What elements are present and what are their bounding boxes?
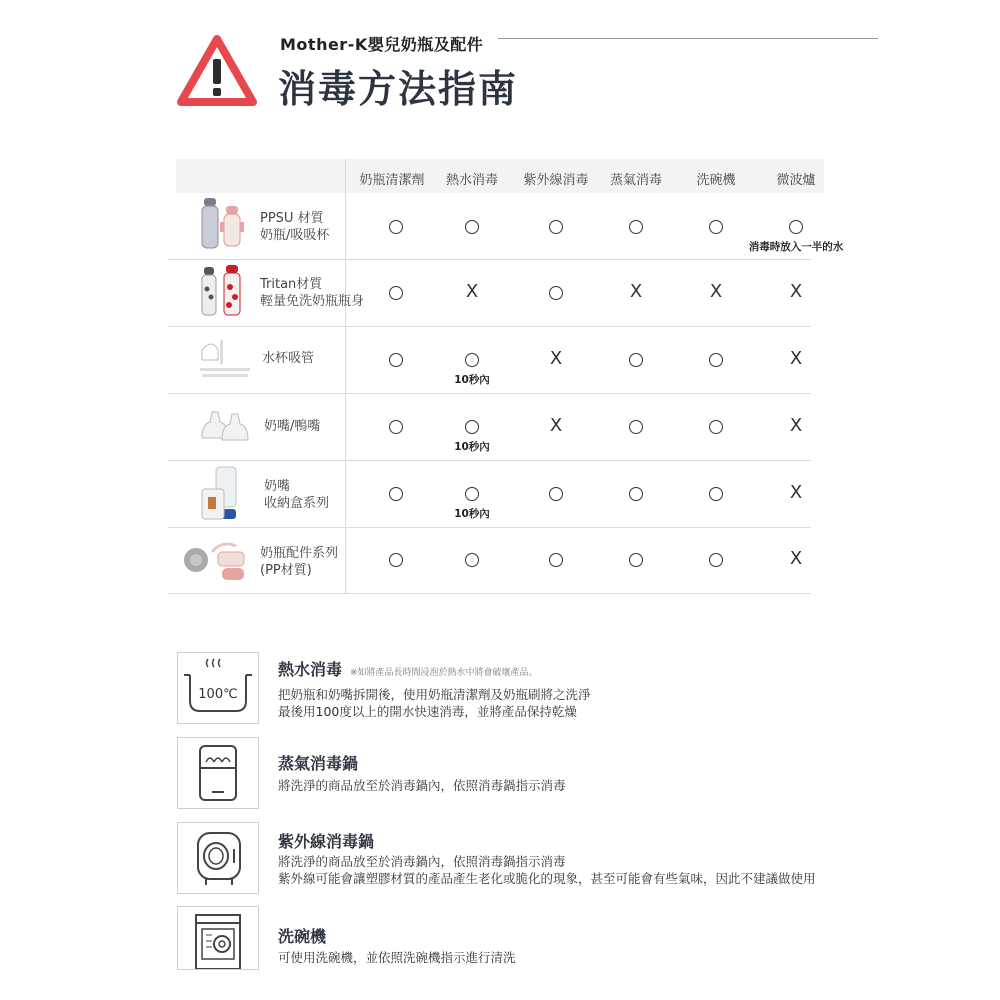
row-divider	[168, 460, 811, 461]
uv-sterilizer-icon	[178, 823, 258, 893]
circle-mark	[389, 353, 403, 367]
row-label: 水杯吸管	[262, 351, 315, 366]
header-divider	[498, 38, 878, 39]
mark-note: 10秒內	[454, 441, 490, 453]
method-text: 把奶瓶和奶嘴拆開後，使用奶瓶清潔劑及奶瓶刷將之洗淨 最後用100度以上的開水快速消毒，並將產品保持乾燥	[278, 687, 591, 719]
circle-mark	[389, 420, 403, 434]
circle-mark	[465, 420, 479, 434]
method-title: 蒸氣消毒鍋	[278, 754, 359, 773]
cup-straw-icon	[192, 330, 256, 386]
cross-mark: X	[709, 281, 723, 302]
pp-accessory-icon	[182, 538, 254, 584]
row-divider	[168, 259, 811, 260]
circle-mark	[709, 487, 723, 501]
column-header: 微波爐	[776, 173, 816, 188]
method-title: 洗碗機	[278, 927, 327, 946]
circle-mark	[389, 220, 403, 234]
dishwasher-icon	[178, 907, 258, 969]
column-header: 蒸氣消毒	[609, 173, 663, 188]
mark-note: 消毒時放入一半的水	[748, 241, 844, 253]
row-label: PPSU 材質 奶瓶/吸吸杯	[260, 211, 330, 243]
circle-mark	[549, 487, 563, 501]
circle-mark	[389, 553, 403, 567]
row-label: 奶瓶配件系列 (PP材質)	[260, 546, 339, 578]
nipple-icon	[196, 400, 252, 450]
circle-mark	[465, 353, 479, 367]
cross-mark: X	[629, 281, 643, 302]
circle-mark	[709, 553, 723, 567]
circle-mark	[465, 220, 479, 234]
column-header: 紫外線消毒	[523, 173, 589, 188]
steam-sterilizer-icon	[178, 738, 258, 808]
column-header: 洗碗機	[696, 173, 736, 188]
svg-text:100℃: 100℃	[198, 687, 238, 702]
method-icon-box	[177, 652, 259, 724]
circle-mark	[709, 220, 723, 234]
circle-mark	[549, 286, 563, 300]
circle-mark	[709, 420, 723, 434]
tritan-bottle-icon	[196, 263, 252, 319]
circle-mark	[709, 353, 723, 367]
method-text: 將洗淨的商品放至於消毒鍋內，依照消毒鍋指示消毒 紫外線可能會讓塑膠材質的產品產生老化或脆化的現象，甚至可能會有些氣味，因此不建議做使用	[278, 854, 816, 886]
method-text: 可使用洗碗機，並依照洗碗機指示進行清洗	[278, 950, 516, 965]
circle-mark	[629, 420, 643, 434]
row-divider	[168, 326, 811, 327]
row-divider	[168, 527, 811, 528]
circle-mark	[789, 220, 803, 234]
row-divider	[168, 593, 811, 594]
row-label: Tritan材質 輕量免洗奶瓶瓶身	[260, 277, 365, 309]
circle-mark	[629, 487, 643, 501]
method-icon-box	[177, 822, 259, 894]
circle-mark	[549, 220, 563, 234]
page-title: 消毒方法指南	[278, 67, 519, 111]
method-icon-box	[177, 906, 259, 970]
method-icon-box	[177, 737, 259, 809]
row-divider	[168, 393, 811, 394]
cross-mark: X	[549, 348, 563, 369]
ppsu-bottle-icon	[196, 196, 252, 252]
circle-mark	[465, 487, 479, 501]
cross-mark: X	[789, 348, 803, 369]
row-label: 奶嘴 收納盒系列	[264, 479, 330, 511]
mark-note: 10秒內	[454, 508, 490, 520]
circle-mark	[389, 487, 403, 501]
brand-label: Mother-K嬰兒奶瓶及配件	[280, 35, 484, 54]
row-label: 奶嘴/鴨嘴	[264, 419, 321, 434]
circle-mark	[629, 553, 643, 567]
nipple-storage-box-icon	[196, 465, 252, 523]
mark-note: 10秒內	[454, 374, 490, 386]
circle-mark	[549, 553, 563, 567]
circle-mark	[465, 553, 479, 567]
column-header: 奶瓶清潔劑	[359, 173, 425, 188]
method-title: 紫外線消毒鍋	[278, 832, 375, 851]
cross-mark: X	[789, 281, 803, 302]
method-title: 熱水消毒 ※如將產品長時間浸泡於熱水中將會破壞產品。	[278, 660, 538, 679]
column-header: 熱水消毒	[445, 173, 499, 188]
cross-mark: X	[789, 548, 803, 569]
cross-mark: X	[465, 281, 479, 302]
circle-mark	[389, 286, 403, 300]
method-text: 將洗淨的商品放至於消毒鍋內，依照消毒鍋指示消毒	[278, 778, 566, 793]
hot-water-pot-icon	[178, 653, 258, 723]
warning-triangle-icon	[176, 34, 258, 108]
cross-mark: X	[549, 415, 563, 436]
circle-mark	[629, 353, 643, 367]
circle-mark	[629, 220, 643, 234]
cross-mark: X	[789, 415, 803, 436]
cross-mark: X	[789, 482, 803, 503]
